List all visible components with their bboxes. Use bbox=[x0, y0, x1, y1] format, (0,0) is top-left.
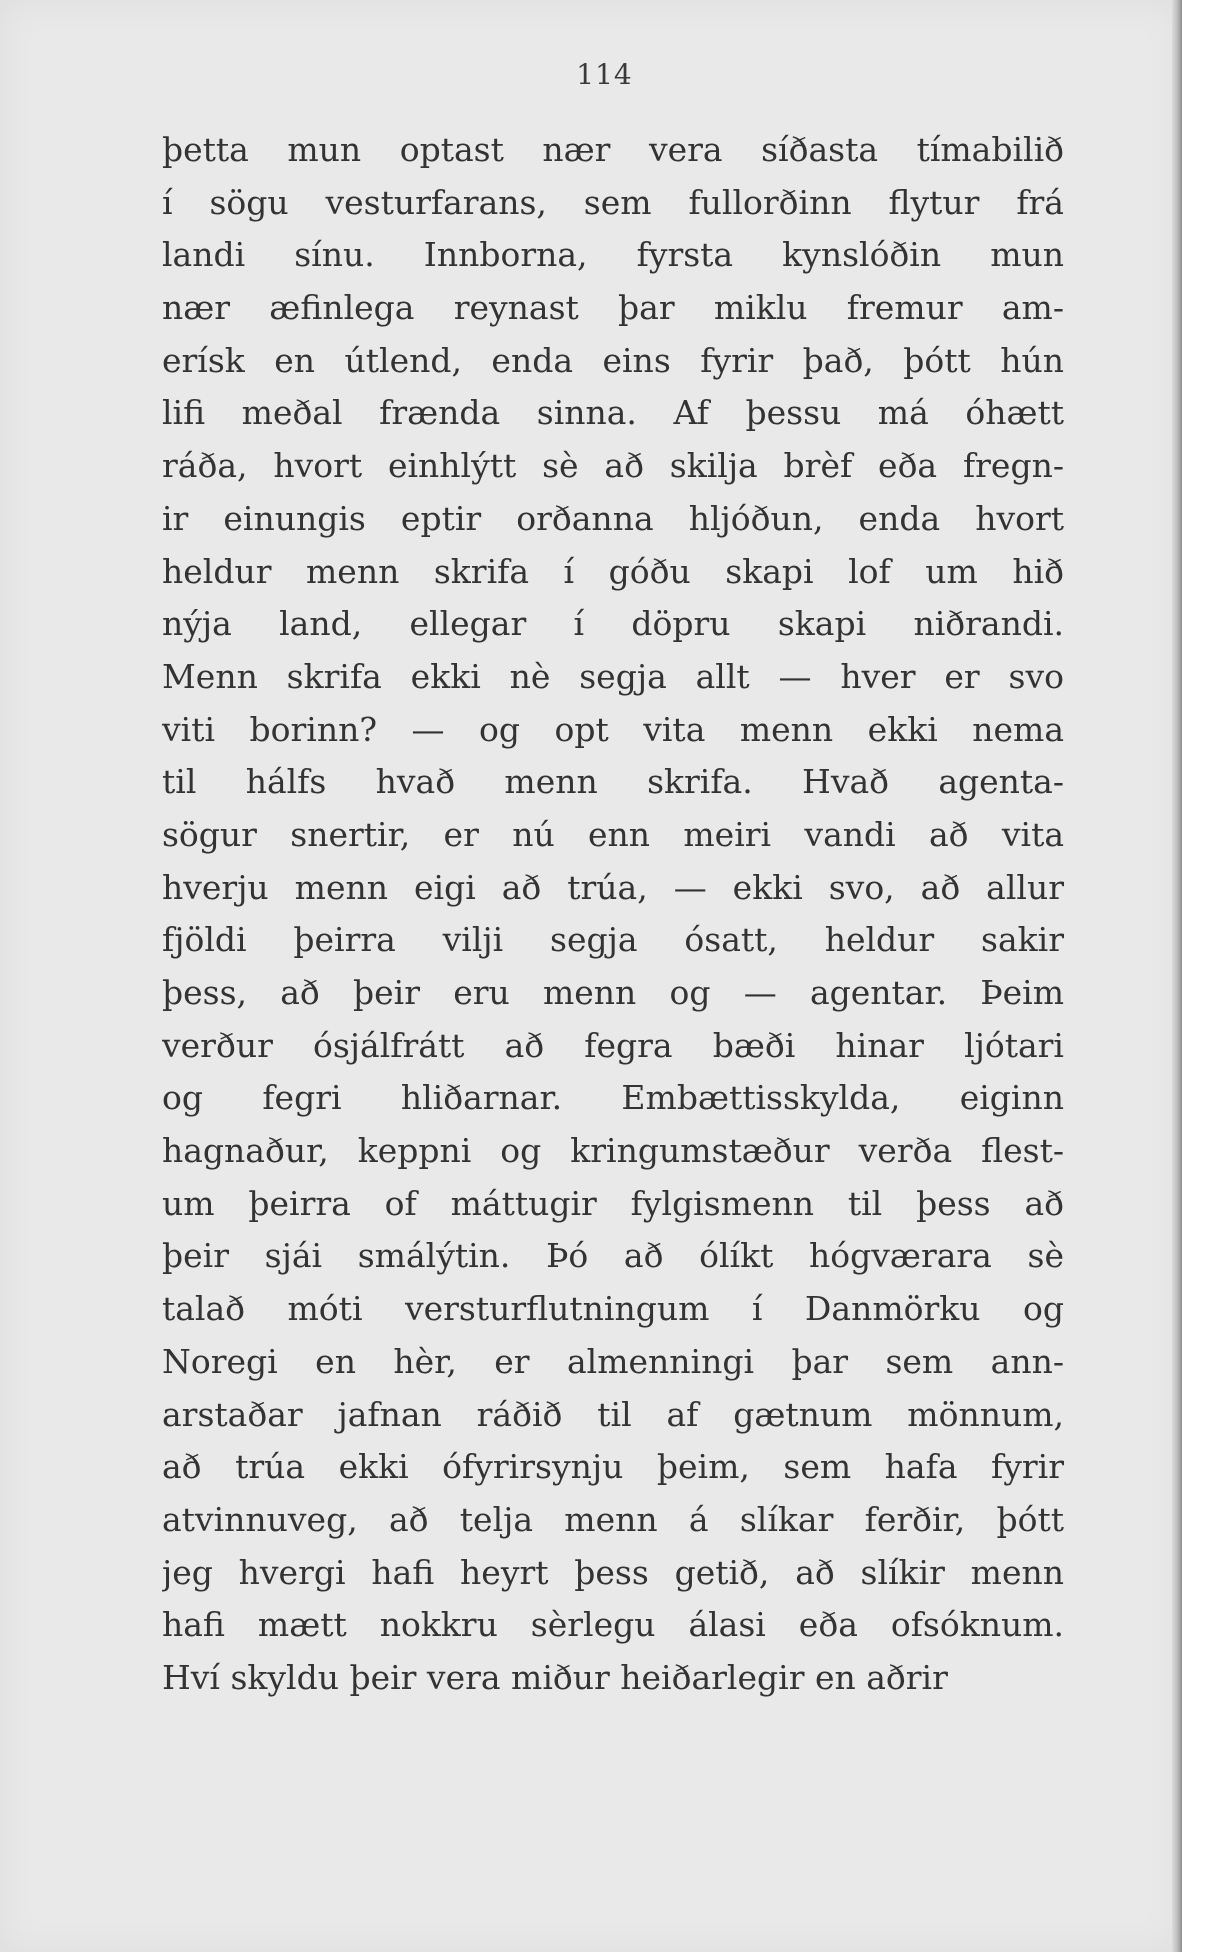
text-line: hverju menn eigi að trúa, — ekki svo, að allur bbox=[162, 867, 1064, 907]
body-text bbox=[162, 124, 1064, 1705]
text-line: verður ósjálfrátt að fegra bæði hinar ljótari bbox=[162, 1025, 1064, 1065]
page-number: 114 bbox=[576, 58, 633, 91]
text-line: jeg hvergi hafi heyrt þess getið, að slíkir menn bbox=[162, 1552, 1064, 1592]
text-line: Menn skrifa ekki nè segja allt — hver er svo bbox=[162, 656, 1064, 696]
text-line: og fegri hliðarnar. Embættisskylda, eiginn bbox=[162, 1078, 1064, 1118]
text-line: viti borinn? — og opt vita menn ekki nema bbox=[162, 709, 1064, 749]
text-line: Noregi en hèr, er almenningi þar sem ann- bbox=[162, 1341, 1064, 1381]
text-line: í sögu vesturfarans, sem fullorðinn flytur frá bbox=[162, 182, 1064, 222]
text-line: lifi meðal frænda sinna. Af þessu má óhætt bbox=[162, 393, 1064, 433]
text-line: ir einungis eptir orðanna hljóðun, enda hvort bbox=[162, 498, 1064, 538]
text-line: ráða, hvort einhlýtt sè að skilja brèf eða fregn- bbox=[162, 446, 1064, 486]
text-line: fjöldi þeirra vilji segja ósatt, heldur sakir bbox=[162, 920, 1064, 960]
text-line: um þeirra of máttugir fylgismenn til þess að bbox=[162, 1183, 1064, 1223]
text-line: talað móti versturflutningum í Danmörku og bbox=[162, 1289, 1064, 1329]
text-line: þeir sjái smálýtin. Þó að ólíkt hógværara sè bbox=[162, 1236, 1064, 1276]
text-line: atvinnuveg, að telja menn á slíkar ferðir, þótt bbox=[162, 1499, 1064, 1539]
text-line: hafi mætt nokkru sèrlegu álasi eða ofsóknum. bbox=[162, 1605, 1064, 1645]
text-line: þetta mun optast nær vera síðasta tímabilið bbox=[162, 130, 1064, 169]
text-line: heldur menn skrifa í góðu skapi lof um hið bbox=[162, 551, 1064, 591]
text-line: þess, að þeir eru menn og — agentar. Þeim bbox=[162, 973, 1064, 1012]
text-line: hagnaður, keppni og kringumstæður verða flest- bbox=[162, 1131, 1064, 1171]
text-line: arstaðar jafnan ráðið til af gætnum mönnum, bbox=[162, 1394, 1064, 1434]
text-line: til hálfs hvað menn skrifa. Hvað agenta- bbox=[162, 762, 1064, 802]
text-line: erísk en útlend, enda eins fyrir það, þótt hún bbox=[162, 340, 1064, 380]
text-line: að trúa ekki ófyrirsynju þeim, sem hafa fyrir bbox=[162, 1447, 1064, 1487]
page-edge bbox=[1172, 0, 1182, 1952]
text-line: nýja land, ellegar í döpru skapi niðrandi. bbox=[162, 604, 1064, 644]
text-line: sögur snertir, er nú enn meiri vandi að vita bbox=[162, 814, 1064, 854]
text-line: landi sínu. Innborna, fyrsta kynslóðin mun bbox=[162, 235, 1064, 275]
text-line: Hví skyldu þeir vera miður heiðarlegir en aðrir bbox=[162, 1657, 948, 1697]
text-line: nær æfinlega reynast þar miklu fremur am- bbox=[162, 288, 1064, 328]
